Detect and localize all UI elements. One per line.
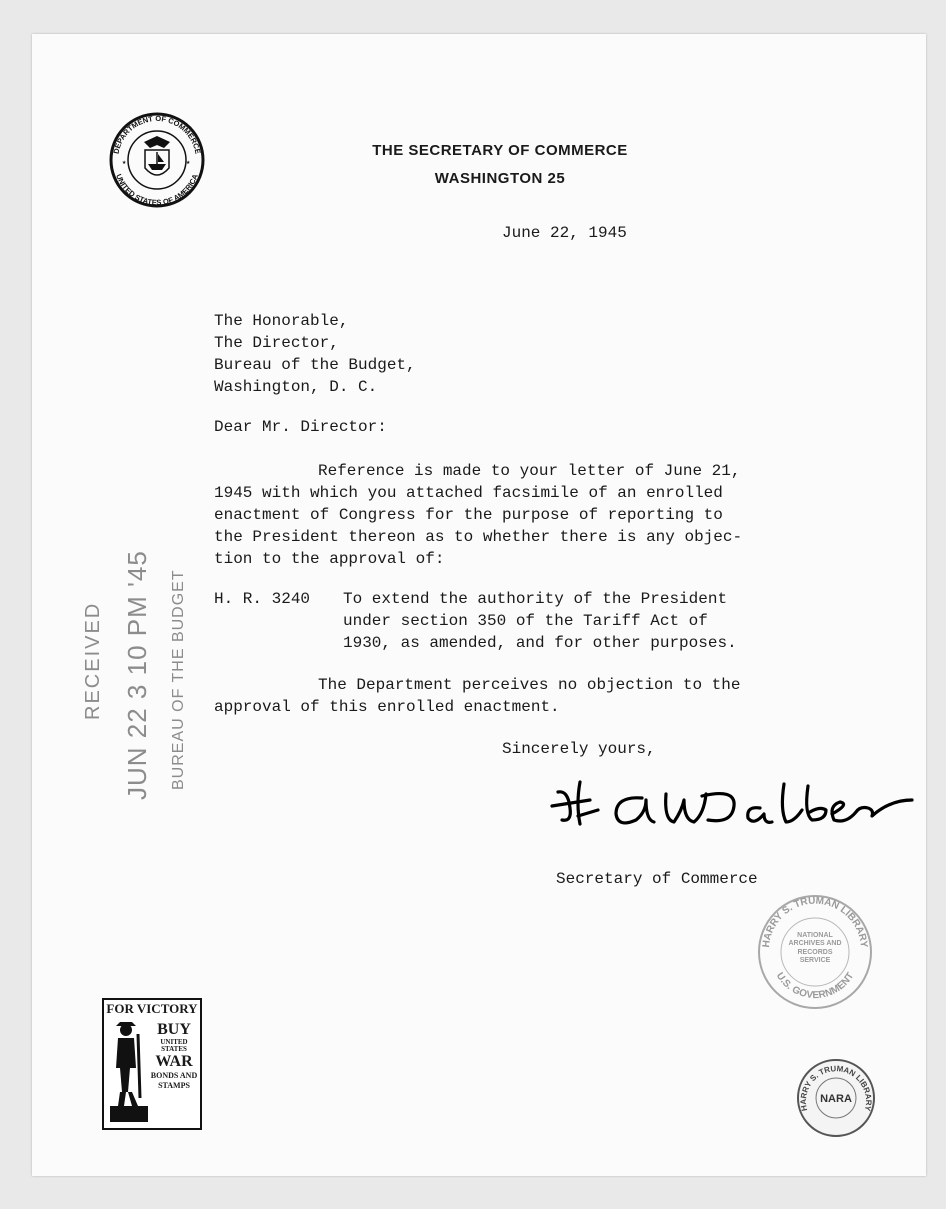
- body-line: the President thereon as to whether there is any objec-: [214, 528, 743, 546]
- bill-line: under section 350 of the Tariff Act of: [343, 612, 708, 630]
- address-line: The Director,: [214, 334, 339, 352]
- received-stamp-office: BUREAU OF THE BUDGET: [170, 569, 187, 790]
- received-stamp-date: JUN 22 3 10 PM '45: [122, 550, 152, 800]
- minuteman-icon: [106, 1020, 152, 1124]
- svg-text:HARRY S. TRUMAN LIBRARY: HARRY S. TRUMAN LIBRARY: [798, 1064, 874, 1112]
- closing-line: approval of this enrolled enactment.: [214, 698, 560, 716]
- war-bonds-poster: [102, 998, 202, 1130]
- svg-text:DEPARTMENT OF COMMERCE: DEPARTMENT OF COMMERCE: [111, 113, 203, 155]
- letterhead-city: WASHINGTON 25: [434, 170, 566, 187]
- svg-text:HARRY S. TRUMAN LIBRARY: HARRY S. TRUMAN LIBRARY: [760, 895, 870, 949]
- library-stamp-center: NATIONAL ARCHIVES AND RECORDS SERVICE: [788, 932, 842, 965]
- svg-text:★: ★: [122, 159, 127, 167]
- svg-text:UNITED STATES OF AMERICA: UNITED STATES OF AMERICA: [114, 172, 200, 208]
- body-line: tion to the approval of:: [214, 550, 445, 568]
- letterhead-title: THE SECRETARY OF COMMERCE: [372, 142, 628, 159]
- address-line: The Honorable,: [214, 312, 349, 330]
- svg-text:NARA: NARA: [820, 1093, 852, 1105]
- svg-text:★: ★: [186, 159, 191, 167]
- poster-united-states: UNITED STATES: [160, 1038, 188, 1053]
- bill-number: H. R. 3240: [214, 590, 311, 608]
- body-line: enactment of Congress for the purpose of reporting to: [214, 506, 723, 524]
- body-line: Reference is made to your letter of June 21,: [318, 462, 741, 480]
- truman-library-stamp-icon: [752, 892, 878, 1012]
- svg-text:U.S. GOVERNMENT: U.S. GOVERNMENT: [773, 970, 857, 1002]
- poster-bonds: BONDS AND: [150, 1071, 198, 1080]
- signature-icon: [550, 770, 920, 840]
- poster-war: WAR: [155, 1053, 193, 1070]
- complimentary-close: Sincerely yours,: [502, 740, 656, 758]
- closing-line: The Department perceives no objection to the: [318, 676, 741, 694]
- salutation: Dear Mr. Director:: [214, 418, 387, 436]
- bill-line: To extend the authority of the President: [343, 590, 728, 608]
- received-stamp-label: RECEIVED: [82, 601, 104, 720]
- nara-stamp-icon: [796, 1058, 876, 1138]
- address-line: Bureau of the Budget,: [214, 356, 416, 374]
- bill-line: 1930, as amended, and for other purposes.: [343, 634, 737, 652]
- poster-stamps: STAMPS: [158, 1081, 190, 1090]
- signer-title: Secretary of Commerce: [556, 870, 758, 888]
- poster-buy: BUY: [157, 1021, 191, 1038]
- department-of-commerce-seal-icon: [104, 112, 210, 208]
- letter-date: June 22, 1945: [502, 224, 627, 242]
- poster-title: FOR VICTORY: [106, 1001, 198, 1016]
- body-line: 1945 with which you attached facsimile of an enrolled: [214, 484, 723, 502]
- address-line: Washington, D. C.: [214, 378, 378, 396]
